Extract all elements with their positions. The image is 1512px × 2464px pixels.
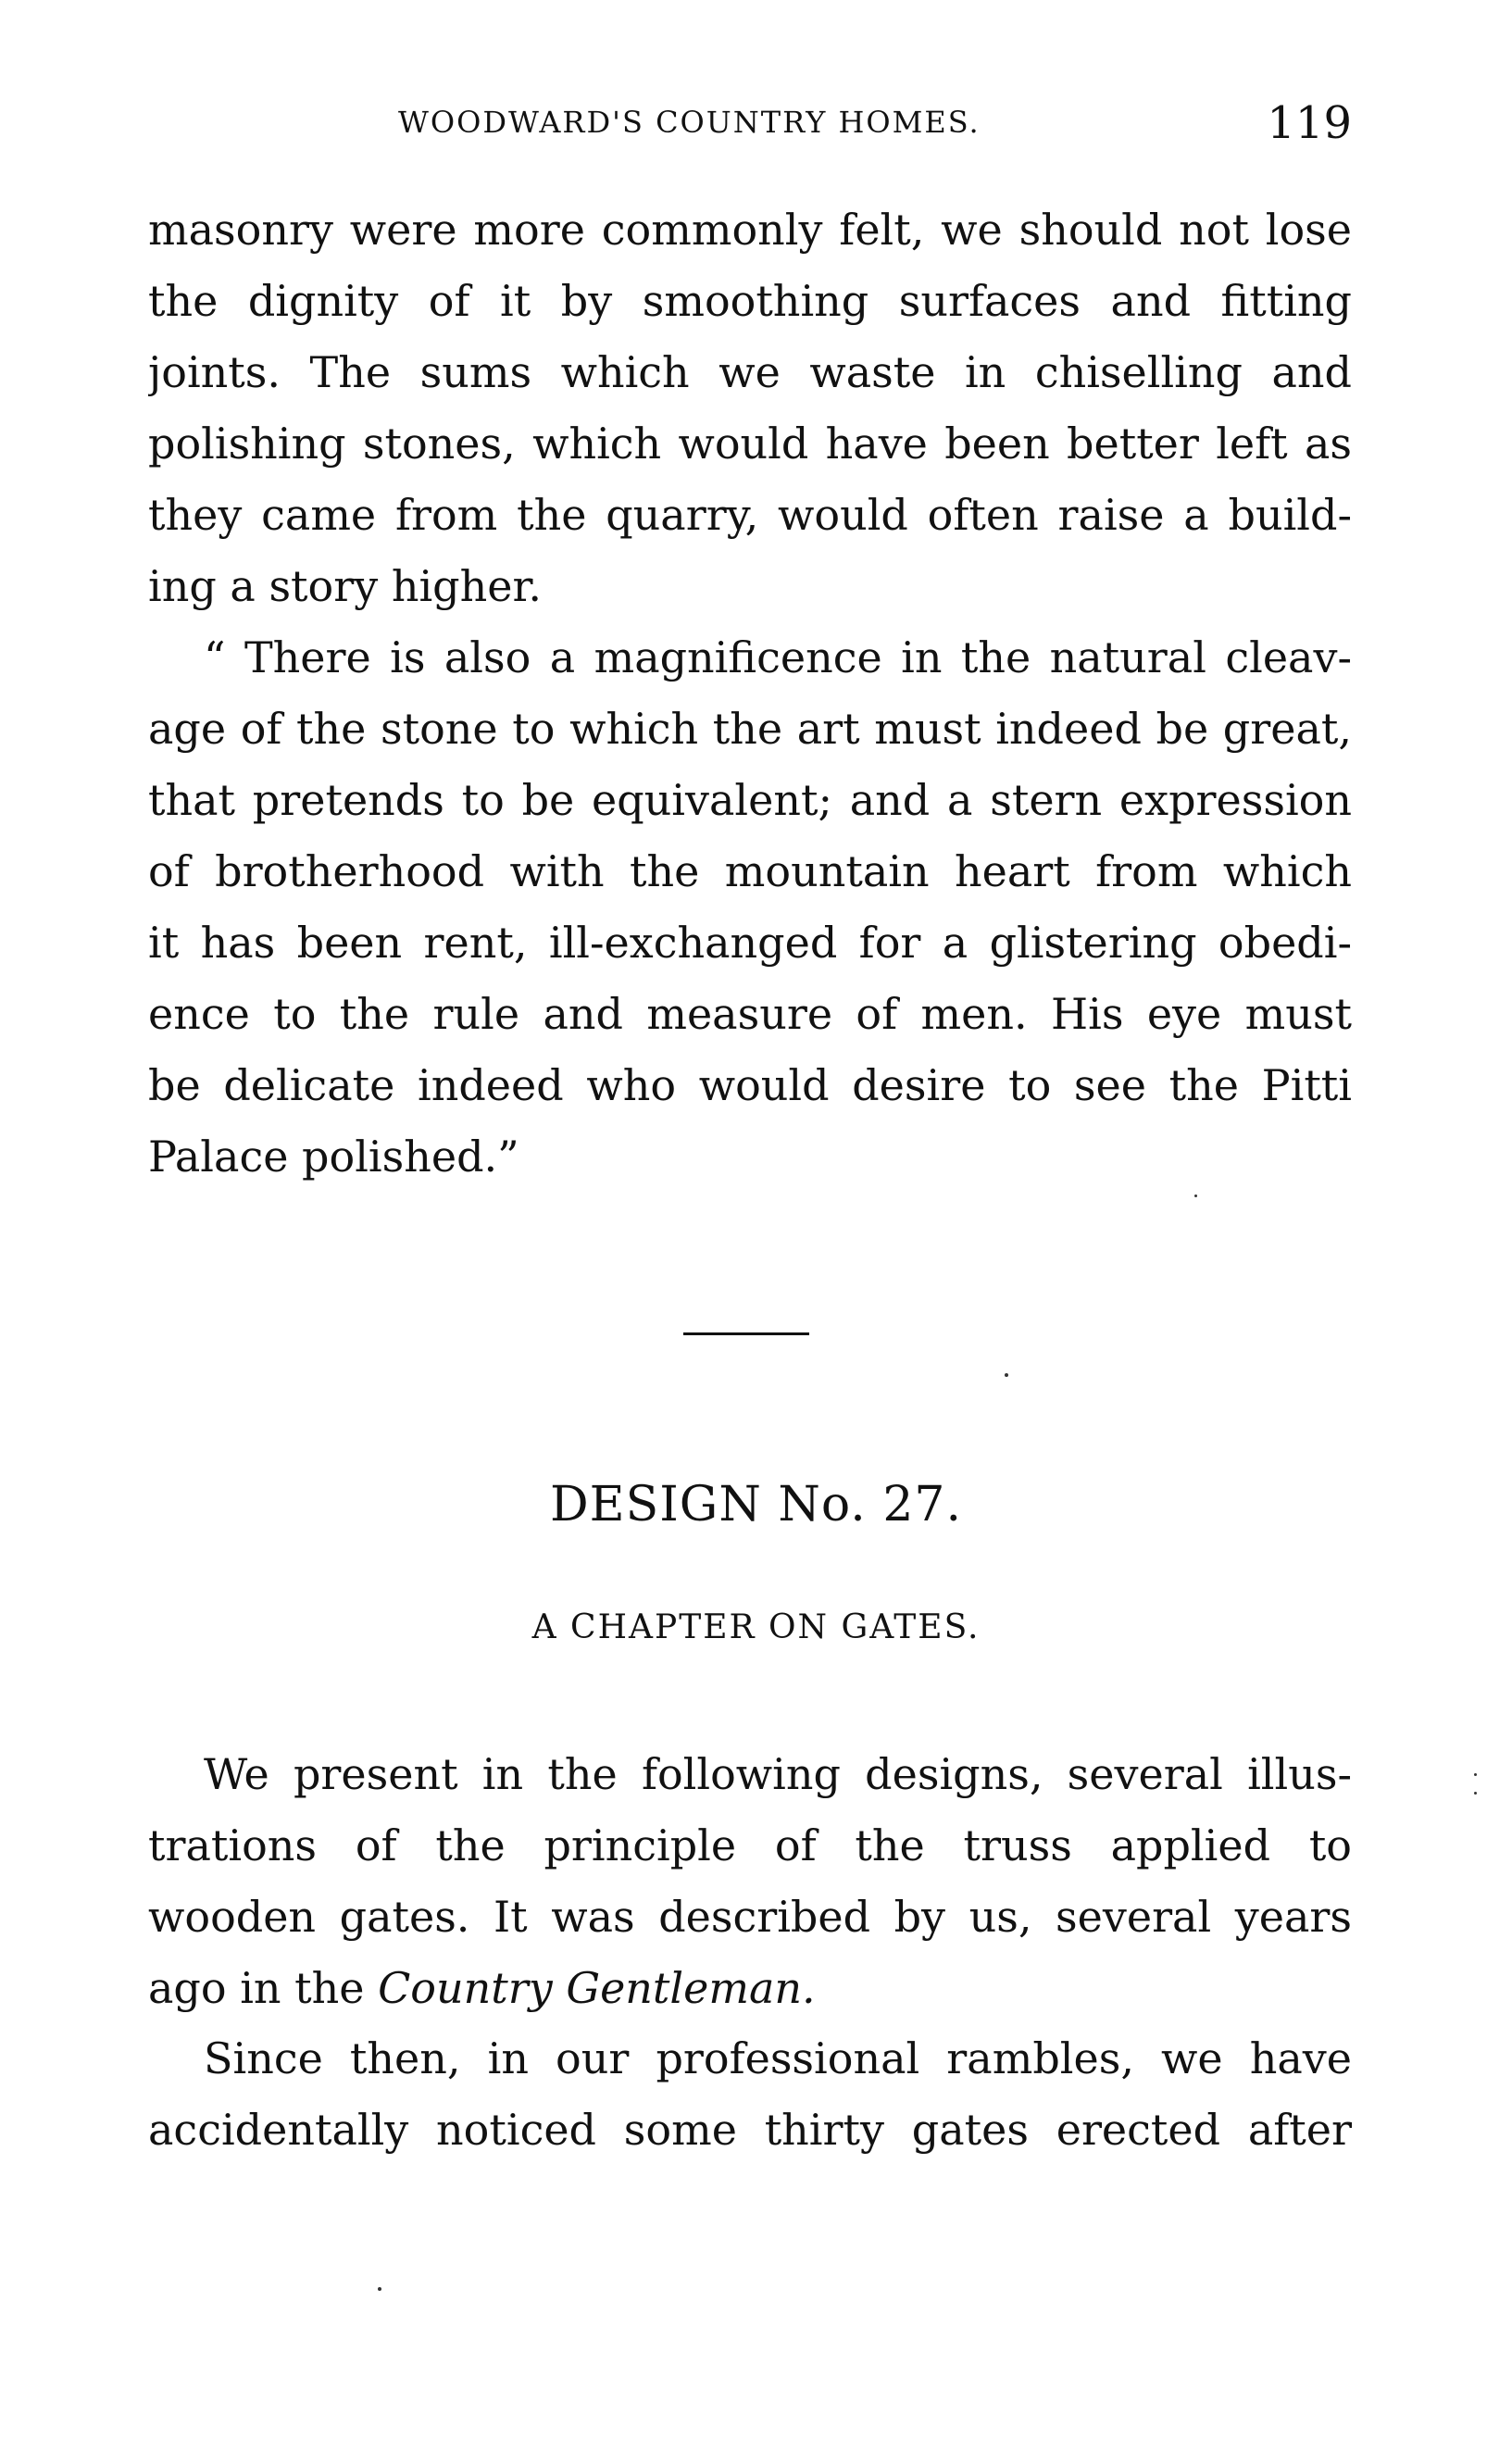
page-header [398,97,1352,153]
text-line: “ There is also a magnificence in the natural cleav- [204,632,1352,682]
text-line: the dignity of it by smoothing surfaces and fitting [148,276,1352,326]
chapter-title: A CHAPTER ON GATES. [531,1608,981,1646]
text-line: it has been rent, ill-exchanged for a glistering obedi- [148,918,1352,968]
text-line: Since then, in our professional rambles, we have [204,2033,1352,2083]
ink-speck [1194,1194,1197,1197]
text-line [148,1953,1352,2024]
ink-speck [1474,1792,1477,1795]
design-title: DESIGN No. 27. [549,1477,963,1532]
text-line: polishing stones, which would have been better left as [148,419,1352,469]
text-line: age of the stone to which the art must indeed be great, [148,704,1352,754]
text-line: ing a story higher. [148,561,543,611]
text-line: accidentally noticed some thirty gates erected after [148,2105,1352,2155]
text-line: Palace polished.” [148,1132,519,1182]
paragraph-since-then [148,2023,1352,2166]
paragraph-quotation [148,622,1352,1193]
text-line: that pretends to be equivalent; and a stern expression [148,775,1352,825]
running-title: WOODWARD'S COUNTRY HOMES. [398,105,981,140]
text-line: ence to the rule and measure of men. His eye must [148,989,1352,1039]
ink-speck [1005,1373,1008,1377]
text-line: be delicate indeed who would desire to see the Pitti [148,1060,1352,1110]
paragraph-masonry [148,194,1352,622]
text-line: they came from the quarry, would often raise a build- [148,490,1352,540]
text-line: trations of the principle of the truss applied to [148,1820,1352,1870]
periodical-title: Country Gentleman. [378,1963,816,2013]
text-line: wooden gates. It was described by us, several years [148,1892,1352,1942]
section-divider-rule [683,1332,809,1335]
text-line: We present in the following designs, several illus- [204,1749,1352,1799]
text-line: joints. The sums which we waste in chiselling and [148,347,1352,397]
paragraph-gates-intro [148,1739,1352,2024]
ink-speck [378,2287,381,2291]
text-line: of brotherhood with the mountain heart from which [148,846,1352,896]
text-fragment: ago in the [148,1963,379,2013]
text-line: masonry were more commonly felt, we should not lose [148,205,1352,255]
ink-speck [1474,1773,1477,1776]
page-number: 119 [1267,97,1352,149]
